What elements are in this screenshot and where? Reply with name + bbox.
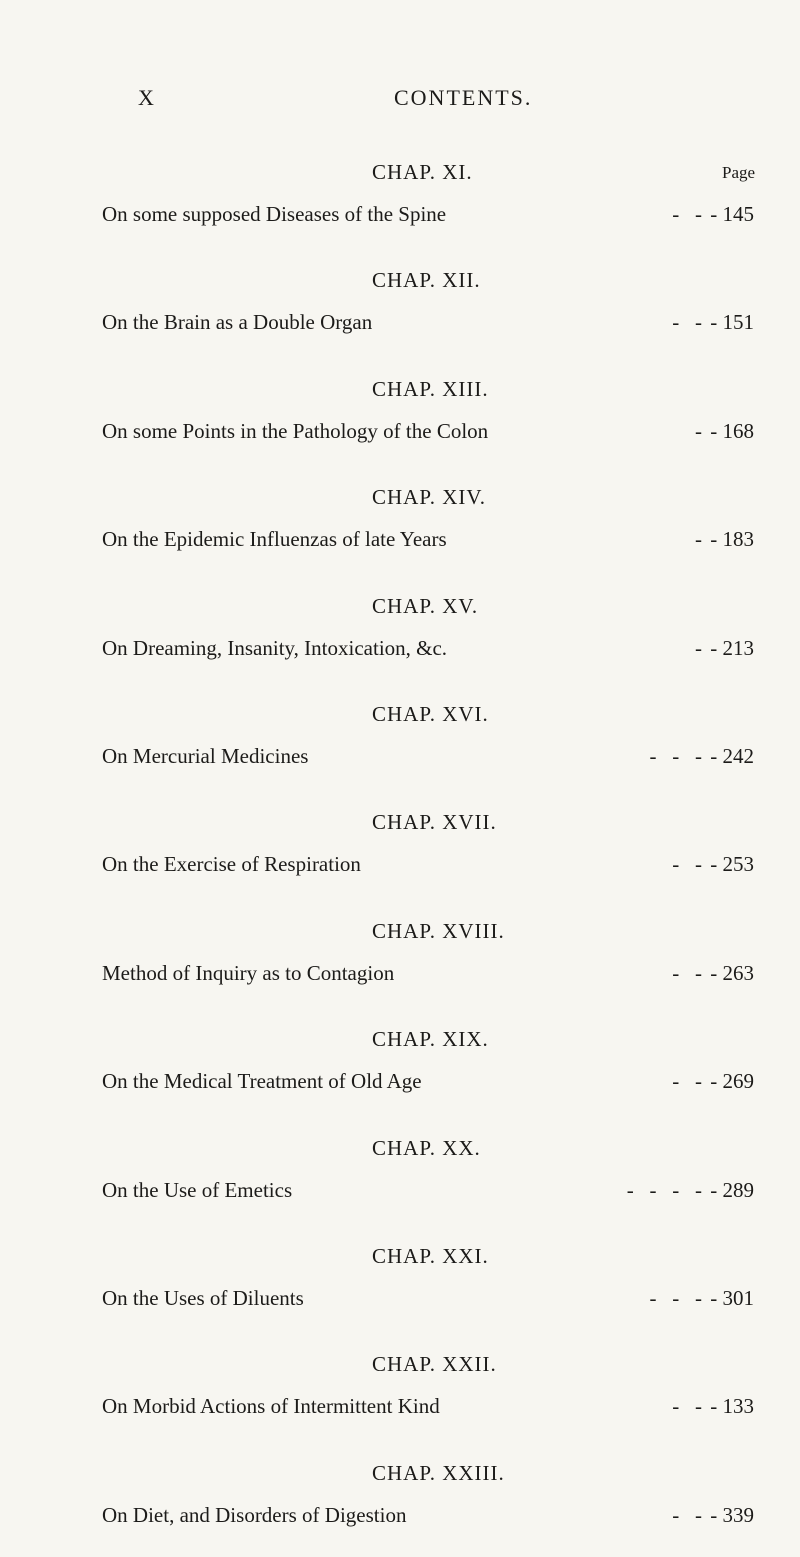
chapter-line: [102, 418, 754, 449]
chapter-title: On some Points in the Pathology of the Colon: [102, 418, 489, 443]
chapter-page-number: - 269: [710, 1069, 754, 1094]
chapter-heading: CHAP. XV.: [372, 593, 479, 618]
chapter-entry: [0, 798, 800, 906]
chapter-line: [102, 743, 754, 774]
dot-leaders: - - - -: [626, 1177, 702, 1202]
chapter-heading: CHAP. XVIII.: [372, 918, 505, 943]
chapter-line: [102, 1285, 754, 1316]
chapter-entry: [0, 1232, 800, 1340]
chapter-page-number: - 133: [710, 1394, 754, 1419]
chapter-entry: [0, 148, 800, 256]
chapter-entry: [0, 256, 800, 364]
chapter-title: On Mercurial Medicines: [102, 743, 309, 768]
dot-leaders: - -: [672, 1069, 702, 1094]
chapter-title: On Diet, and Disorders of Digestion: [102, 1502, 407, 1527]
running-head: [0, 85, 800, 115]
chapter-heading: CHAP. XXII.: [372, 1352, 497, 1377]
chapter-page-number: - 151: [710, 310, 754, 335]
chapter-page-number: - 263: [710, 960, 754, 985]
chapter-entry: [0, 1124, 800, 1232]
table-of-contents: [0, 148, 800, 1557]
dot-leaders: -: [695, 635, 702, 660]
dot-leaders: - -: [672, 1394, 702, 1419]
chapter-title: On the Brain as a Double Organ: [102, 310, 373, 335]
chapter-title: On some supposed Diseases of the Spine: [102, 202, 447, 226]
page-folio: X: [138, 85, 155, 110]
chapter-page-number: - 168: [710, 418, 754, 443]
dot-leaders: - -: [672, 1502, 702, 1527]
chapter-entry: [0, 582, 800, 690]
chapter-entry: [0, 1449, 800, 1557]
chapter-line: [102, 635, 754, 666]
chapter-line: [102, 310, 754, 340]
chapter-heading: CHAP. XIX.: [372, 1027, 489, 1052]
chapter-page-number: - 213: [710, 635, 754, 660]
chapter-heading: CHAP. XVI.: [372, 701, 489, 726]
dot-leaders: - -: [672, 310, 702, 335]
chapter-heading: CHAP. XIV.: [372, 485, 487, 510]
chapter-entry: [0, 907, 800, 1015]
chapter-line: [102, 202, 754, 232]
chapter-page-number: - 289: [710, 1177, 754, 1202]
chapter-heading: CHAP. XIII.: [372, 376, 489, 401]
chapter-page-number: - 253: [710, 852, 754, 877]
chapter-heading: CHAP. XX.: [372, 1135, 481, 1160]
dot-leaders: - - -: [649, 743, 702, 768]
chapter-entry: [0, 473, 800, 581]
chapter-page-number: - 339: [710, 1502, 754, 1527]
chapter-page-number: - 145: [710, 202, 754, 226]
chapter-entry: [0, 1340, 800, 1448]
chapter-title: On Morbid Actions of Intermittent Kind: [102, 1394, 440, 1419]
chapter-line: [102, 527, 754, 557]
chapter-title: On the Medical Treatment of Old Age: [102, 1069, 422, 1094]
chapter-entry: [0, 1015, 800, 1123]
chapter-heading: CHAP. XVII.: [372, 810, 497, 835]
chapter-heading: CHAP. XI.: [372, 160, 473, 184]
page-column-label: Page: [722, 163, 756, 182]
chapter-heading: CHAP. XII.: [372, 268, 481, 293]
dot-leaders: - -: [672, 202, 702, 226]
chapter-page-number: - 242: [710, 743, 754, 768]
chapter-entry: [0, 690, 800, 798]
dot-leaders: - -: [672, 852, 702, 877]
chapter-line: [102, 852, 754, 882]
chapter-line: [102, 1069, 754, 1099]
chapter-page-number: - 301: [710, 1285, 754, 1310]
chapter-title: On the Use of Emetics: [102, 1177, 293, 1202]
chapter-title: On the Uses of Diluents: [102, 1285, 304, 1310]
chapter-line: [102, 1177, 754, 1208]
dot-leaders: - - -: [649, 1285, 702, 1310]
chapter-line: [102, 960, 754, 991]
chapter-line: [102, 1502, 754, 1533]
chapter-title: On the Epidemic Influenzas of late Years: [102, 527, 447, 552]
chapter-entry: [0, 365, 800, 473]
dot-leaders: -: [695, 418, 702, 443]
dot-leaders: -: [695, 527, 702, 552]
chapter-page-number: - 183: [710, 527, 754, 552]
chapter-heading: CHAP. XXI.: [372, 1243, 489, 1268]
chapter-line: [102, 1394, 754, 1424]
chapter-heading: CHAP. XXIII.: [372, 1460, 505, 1485]
running-head-title: CONTENTS.: [394, 85, 533, 110]
chapter-title: On Dreaming, Insanity, Intoxication, &c.: [102, 635, 448, 660]
dot-leaders: - -: [672, 960, 702, 985]
chapter-title: Method of Inquiry as to Contagion: [102, 960, 395, 985]
chapter-title: On the Exercise of Respiration: [102, 852, 361, 877]
